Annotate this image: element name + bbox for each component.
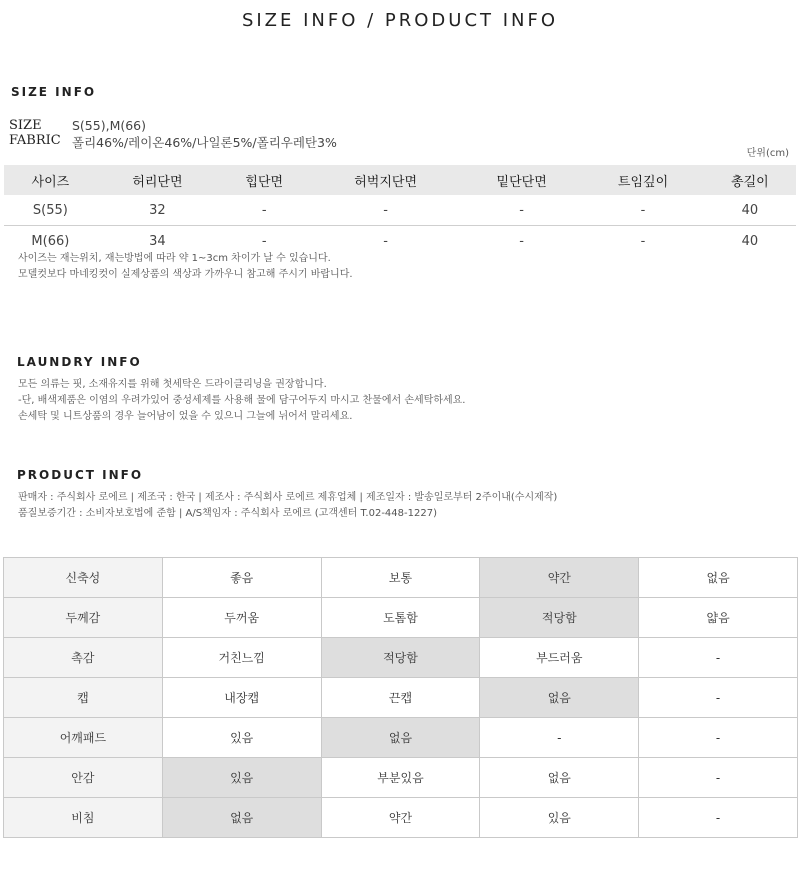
- table-row: [4, 195, 796, 226]
- property-label: 신축성: [4, 558, 163, 598]
- property-option-selected: 있음: [162, 758, 321, 798]
- property-option: 없음: [639, 558, 798, 598]
- property-option: 있음: [480, 798, 639, 838]
- property-table: [3, 557, 798, 838]
- size-cell: 32: [97, 195, 218, 226]
- size-header-cell: 총길이: [704, 165, 796, 195]
- property-option: -: [639, 758, 798, 798]
- page-title: SIZE INFO / PRODUCT INFO: [241, 10, 559, 31]
- size-notes: [18, 251, 353, 283]
- laundry-line: -단, 배색제품은 이염의 우려가있어 중성세제를 사용해 물에 담구어두지 마시고 찬물에서 손세탁하세요.: [18, 395, 466, 406]
- property-option: -: [639, 638, 798, 678]
- property-option: -: [639, 718, 798, 758]
- size-cell: -: [582, 195, 703, 226]
- property-option: 있음: [162, 718, 321, 758]
- property-option: -: [639, 678, 798, 718]
- size-table: [4, 165, 796, 256]
- unit-label: 단위(cm): [746, 148, 789, 159]
- property-label: 캡: [4, 678, 163, 718]
- product-notes: [18, 490, 557, 522]
- product-info-heading: PRODUCT INFO: [17, 468, 144, 482]
- size-cell: -: [519, 233, 524, 249]
- property-row: [4, 638, 798, 678]
- size-cell: M(66): [31, 233, 70, 249]
- property-option: 부분있음: [321, 758, 480, 798]
- product-line: 품질보증기간 : 소비자보호법에 준함 | A/S책임자 : 주식회사 로에르 (고객센터 T.02-448-1227): [18, 508, 437, 519]
- laundry-info-heading: LAUNDRY INFO: [17, 355, 142, 369]
- size-info-heading: SIZE INFO: [11, 85, 97, 99]
- size-table-header: [4, 165, 796, 195]
- property-option: 두꺼움: [162, 598, 321, 638]
- size-label: SIZE: [9, 118, 42, 133]
- property-row: [4, 758, 798, 798]
- size-header-cell: 허리단면: [97, 165, 218, 195]
- size-note: 모델컷보다 마네킹컷이 실제상품의 색상과 가까우니 참고해 주시기 바랍니다.: [18, 269, 353, 280]
- property-label: 비침: [4, 798, 163, 838]
- property-option: 끈캡: [321, 678, 480, 718]
- property-option: 좋음: [162, 558, 321, 598]
- size-cell: -: [383, 233, 388, 249]
- laundry-notes: [18, 377, 465, 425]
- size-note: 사이즈는 재는위치, 재는방법에 따라 약 1~3cm 차이가 날 수 있습니다.: [18, 253, 331, 264]
- property-label: 어깨패드: [4, 718, 163, 758]
- property-label: 두께감: [4, 598, 163, 638]
- property-option: 도톰함: [321, 598, 480, 638]
- laundry-line: 손세탁 및 니트상품의 경우 늘어남이 었을 수 있으니 그늘에 뉘어서 말리세요.: [18, 411, 353, 422]
- property-option: -: [480, 718, 639, 758]
- property-label: 촉감: [4, 638, 163, 678]
- size-header-cell: 밑단단면: [461, 165, 582, 195]
- size-cell: 34: [149, 233, 166, 249]
- product-line: 판매자 : 주식회사 로에르 | 제조국 : 한국 | 제조사 : 주식회사 로에르 제휴업체 | 제조일자 : 발송일로부터 2주이내(수시제작): [18, 492, 558, 503]
- property-option-selected: 없음: [480, 678, 639, 718]
- property-option: 거친느낌: [162, 638, 321, 678]
- property-row: [4, 598, 798, 638]
- laundry-line: 모든 의류는 핏, 소재유지를 위해 첫세탁은 드라이클리닝을 권장합니다.: [18, 379, 327, 390]
- property-option: 부드러움: [480, 638, 639, 678]
- property-row: [4, 798, 798, 838]
- size-cell: -: [310, 195, 461, 226]
- property-option: 없음: [480, 758, 639, 798]
- size-cell: -: [218, 195, 310, 226]
- size-cell: S(55): [4, 195, 97, 226]
- size-value: S(55),M(66): [72, 118, 147, 133]
- property-option-selected: 없음: [162, 798, 321, 838]
- size-cell: -: [640, 233, 646, 249]
- size-cell: 40: [704, 195, 796, 226]
- property-option-selected: 적당함: [480, 598, 639, 638]
- size-header-cell: 허벅지단면: [310, 165, 461, 195]
- size-header-cell: 힙단면: [218, 165, 310, 195]
- size-cell: -: [461, 195, 582, 226]
- property-option: 내장캡: [162, 678, 321, 718]
- size-cell: -: [261, 233, 267, 249]
- property-row: [4, 718, 798, 758]
- property-option: 약간: [321, 798, 480, 838]
- size-header-cell: 트임깊이: [582, 165, 703, 195]
- property-option: -: [639, 798, 798, 838]
- fabric-label: FABRIC: [9, 133, 61, 148]
- property-option-selected: 없음: [321, 718, 480, 758]
- property-option: 보통: [321, 558, 480, 598]
- size-header-cell: 사이즈: [4, 165, 97, 195]
- property-option-selected: 약간: [480, 558, 639, 598]
- property-option-selected: 적당함: [321, 638, 480, 678]
- property-row: [4, 678, 798, 718]
- property-row: [4, 558, 798, 598]
- fabric-value: 폴리46%/레이온46%/나일론5%/폴리우레탄3%: [72, 135, 337, 150]
- property-label: 안감: [4, 758, 163, 798]
- property-option: 얇음: [639, 598, 798, 638]
- size-cell: 40: [741, 233, 759, 249]
